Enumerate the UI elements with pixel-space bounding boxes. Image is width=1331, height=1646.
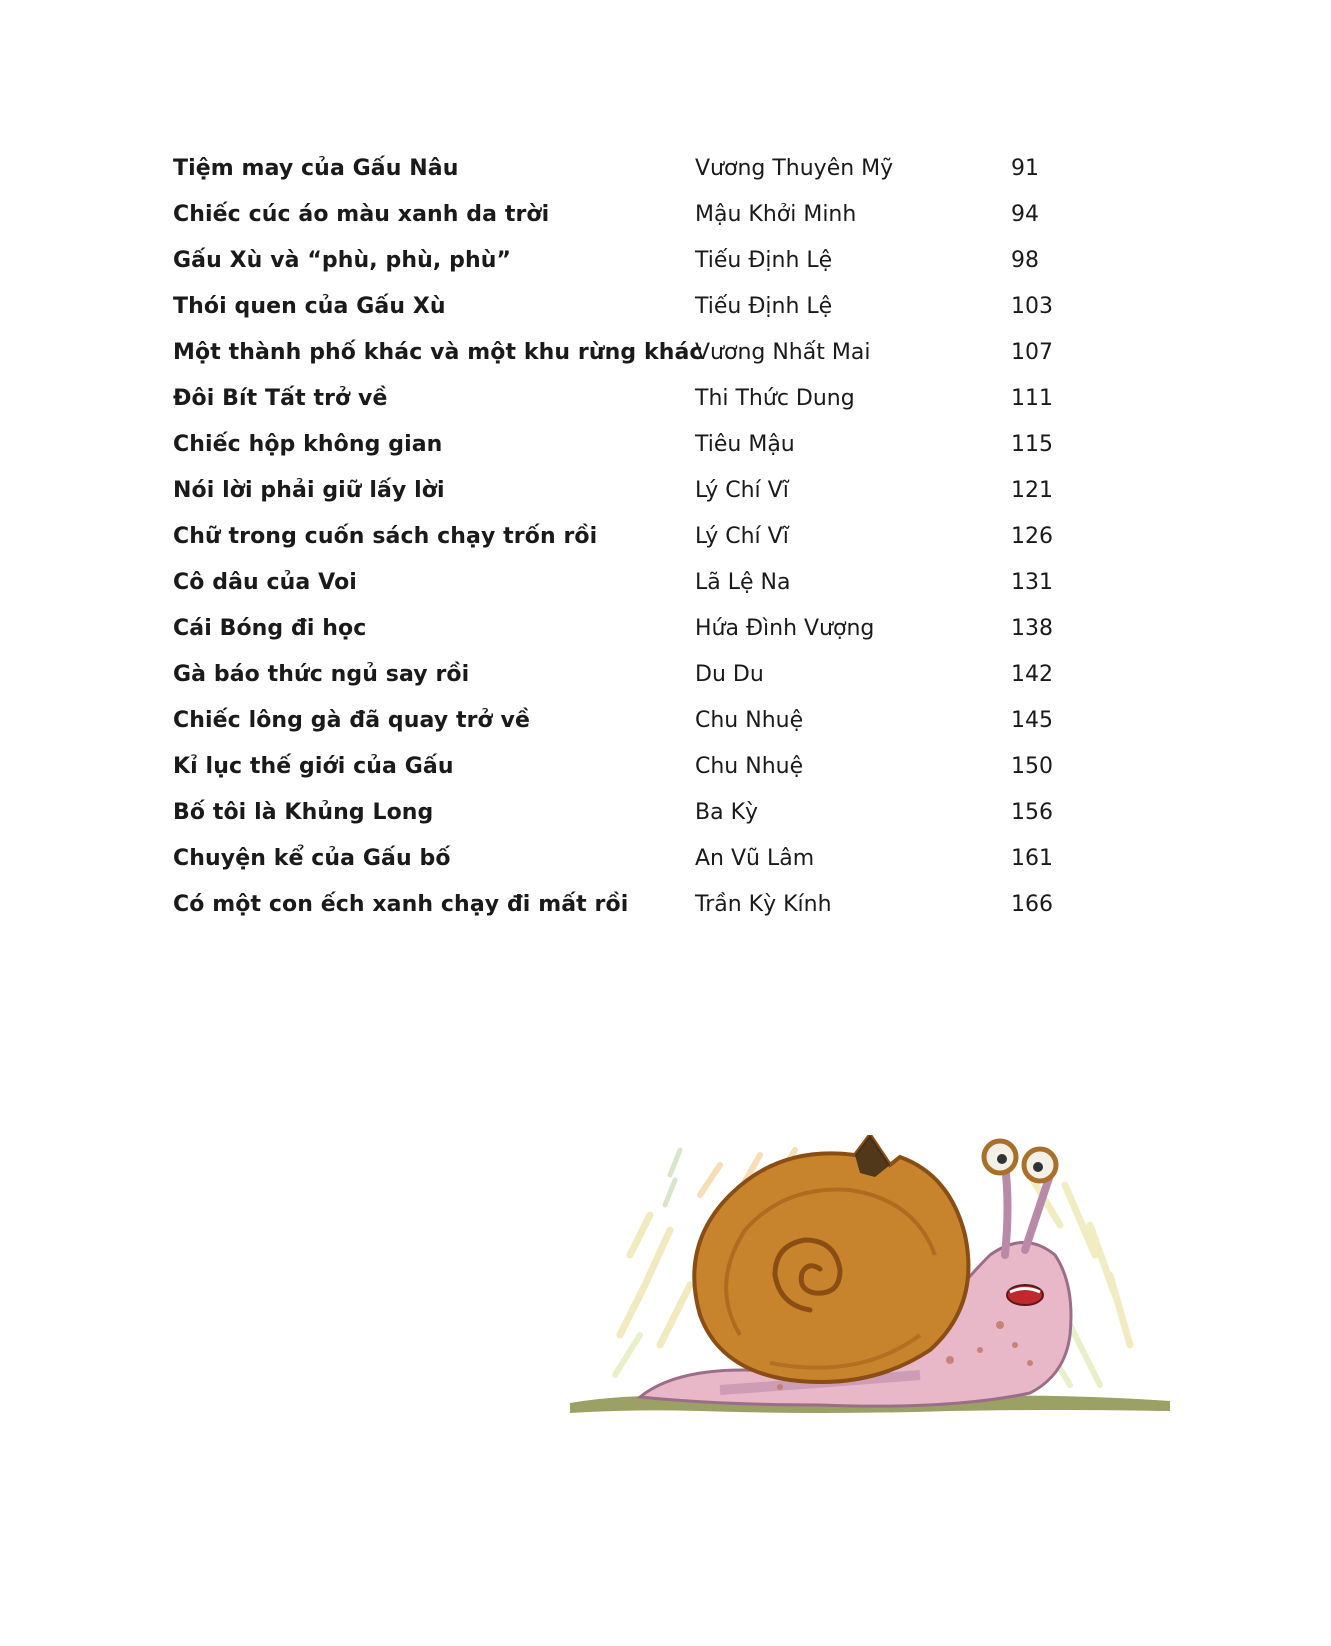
toc-author: Tiếu Định Lệ	[695, 294, 833, 319]
toc-page-number: 156	[1011, 800, 1053, 825]
toc-page-number: 126	[1011, 524, 1053, 549]
toc-author: Lý Chí Vĩ	[695, 524, 789, 549]
toc-title: Chữ trong cuốn sách chạy trốn rồi	[173, 524, 598, 549]
toc-page-number: 115	[1011, 432, 1053, 457]
toc-row	[173, 606, 1073, 652]
toc-title: Thói quen của Gấu Xù	[173, 294, 446, 319]
toc-row	[173, 192, 1073, 238]
toc-author: Ba Kỳ	[695, 800, 759, 825]
toc-row	[173, 652, 1073, 698]
toc-author: Du Du	[695, 662, 764, 687]
toc-page-number: 111	[1011, 386, 1053, 411]
toc-author: Vương Nhất Mai	[695, 340, 871, 365]
toc-page-number: 145	[1011, 708, 1053, 733]
toc-page-number: 161	[1011, 846, 1053, 871]
toc-row	[173, 238, 1073, 284]
toc-author: Tiêu Mậu	[695, 432, 795, 457]
toc-title: Chiếc hộp không gian	[173, 432, 443, 457]
toc-author: Lý Chí Vĩ	[695, 478, 789, 503]
toc-title: Cô dâu của Voi	[173, 570, 357, 595]
toc-author: An Vũ Lâm	[695, 846, 815, 871]
toc-title: Gà báo thức ngủ say rồi	[173, 662, 470, 687]
toc-row	[173, 376, 1073, 422]
toc-author: Chu Nhuệ	[695, 708, 804, 733]
toc-row	[173, 790, 1073, 836]
toc-title: Chiếc cúc áo màu xanh da trời	[173, 202, 550, 227]
goggles	[984, 1141, 1056, 1181]
toc-title: Kỉ lục thế giới của Gấu	[173, 754, 454, 779]
toc-title: Chiếc lông gà đã quay trở về	[173, 708, 530, 733]
toc-author: Trần Kỳ Kính	[695, 892, 832, 917]
toc-row	[173, 836, 1073, 882]
toc-page-number: 131	[1011, 570, 1053, 595]
snail-icon	[570, 1135, 1180, 1455]
toc-page-number: 142	[1011, 662, 1053, 687]
toc-page-number: 98	[1011, 248, 1039, 273]
snail-shell	[694, 1135, 968, 1382]
toc-title: Bố tôi là Khủng Long	[173, 800, 434, 825]
toc-title: Gấu Xù và “phù, phù, phù”	[173, 248, 512, 273]
toc-row	[173, 146, 1073, 192]
toc-page-number: 91	[1011, 156, 1039, 181]
toc-page-number: 150	[1011, 754, 1053, 779]
toc-title: Tiệm may của Gấu Nâu	[173, 156, 459, 181]
toc-page-number: 121	[1011, 478, 1053, 503]
table-of-contents	[173, 146, 1073, 928]
toc-author: Mậu Khởi Minh	[695, 202, 857, 227]
toc-row	[173, 514, 1073, 560]
toc-page-number: 138	[1011, 616, 1053, 641]
toc-title: Cái Bóng đi học	[173, 616, 367, 641]
toc-author: Vương Thuyên Mỹ	[695, 156, 894, 181]
toc-title: Đôi Bít Tất trở về	[173, 386, 388, 411]
toc-row	[173, 560, 1073, 606]
toc-row	[173, 284, 1073, 330]
toc-title: Chuyện kể của Gấu bố	[173, 846, 451, 871]
toc-author: Chu Nhuệ	[695, 754, 804, 779]
toc-row	[173, 468, 1073, 514]
toc-title: Một thành phố khác và một khu rừng khác	[173, 340, 703, 365]
toc-page-number: 166	[1011, 892, 1053, 917]
toc-row	[173, 882, 1073, 928]
toc-page-number: 107	[1011, 340, 1053, 365]
toc-row	[173, 330, 1073, 376]
toc-title: Nói lời phải giữ lấy lời	[173, 478, 445, 503]
snail-illustration	[570, 1135, 1180, 1455]
toc-author: Tiếu Định Lệ	[695, 248, 833, 273]
toc-author: Hứa Đình Vượng	[695, 616, 875, 641]
toc-page-number: 103	[1011, 294, 1053, 319]
toc-author: Thi Thức Dung	[695, 386, 855, 411]
toc-page-number: 94	[1011, 202, 1039, 227]
toc-row	[173, 744, 1073, 790]
toc-title: Có một con ếch xanh chạy đi mất rồi	[173, 892, 629, 917]
toc-row	[173, 422, 1073, 468]
toc-author: Lã Lệ Na	[695, 570, 791, 595]
toc-row	[173, 698, 1073, 744]
